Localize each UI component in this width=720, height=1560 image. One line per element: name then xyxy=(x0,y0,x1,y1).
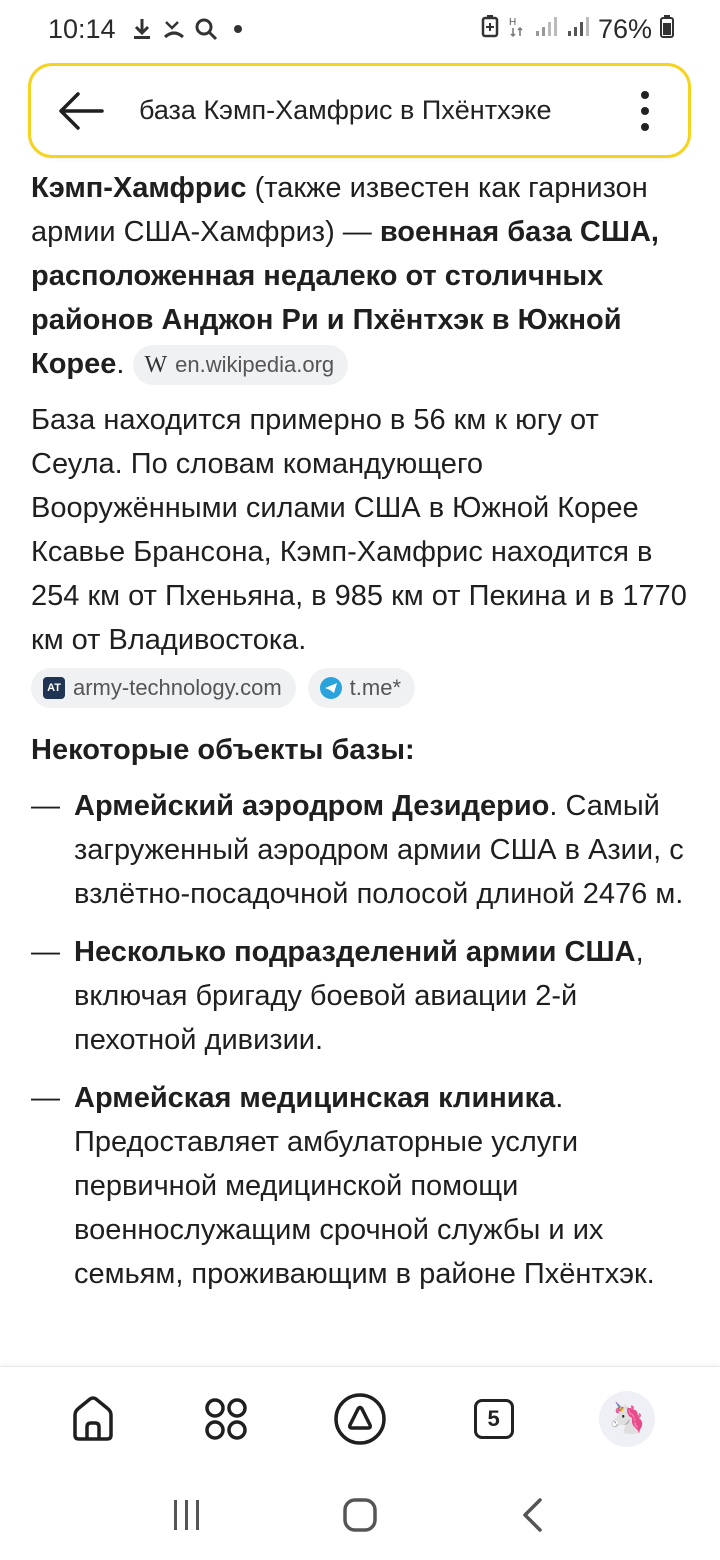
profile-button[interactable] xyxy=(592,1384,662,1454)
svg-text:H: H xyxy=(508,16,517,28)
answer-content xyxy=(31,166,691,1366)
home-button-icon xyxy=(342,1497,378,1533)
list-dash: — xyxy=(31,936,60,968)
list-item xyxy=(31,784,691,916)
battery-percent: 76% xyxy=(597,13,652,44)
data-icon xyxy=(508,14,526,45)
telegram-icon xyxy=(320,677,342,699)
intro-end: . xyxy=(116,348,125,380)
item-description: . Самый загруженный аэродром армии США в Азии, с взлётно-посадочной полосой длиной 2476 м. xyxy=(74,790,684,910)
bottom-navigation xyxy=(0,1366,720,1470)
battery-saver-icon xyxy=(480,14,500,45)
item-title: Армейская медицинская клиника xyxy=(74,1082,556,1114)
list-item-text xyxy=(74,930,691,1062)
signal-icon xyxy=(534,14,558,45)
services-grid-icon xyxy=(203,1396,249,1442)
back-arrow-icon xyxy=(58,91,104,131)
list-dash: — xyxy=(31,1082,60,1114)
item-description: , включая бригаду боевой авиации 2-й пехотной дивизии. xyxy=(74,936,644,1056)
alice-button[interactable] xyxy=(325,1384,395,1454)
paragraph-location xyxy=(31,398,691,662)
services-button[interactable] xyxy=(191,1384,261,1454)
recent-apps-button[interactable] xyxy=(152,1480,222,1550)
recent-apps-icon xyxy=(170,1498,204,1532)
location-text: База находится примерно в 56 км к югу от Сеула. По словам командующего Вооружёнными силами США в Южной Корее Ксавье Брансона, Кэмп-Хамфрис находится в 254 км от Пхеньяна, в 985 км от Пекина и в 1770 км от Владивостока. xyxy=(31,404,687,656)
wikipedia-icon: W xyxy=(144,352,168,379)
source-chip-telegram[interactable] xyxy=(308,668,415,708)
source-label: army-technology.com xyxy=(73,675,282,700)
tabs-icon: 5 xyxy=(474,1399,514,1439)
army-technology-icon: AT xyxy=(43,677,65,699)
alice-assistant-icon xyxy=(332,1391,388,1447)
intro-text: (также известен как гарнизон армии США-Хамфриз) — xyxy=(31,172,648,248)
system-navigation xyxy=(0,1470,720,1560)
signal-icon xyxy=(566,14,590,45)
status-left xyxy=(48,14,242,45)
profile-avatar-icon: 🦄 xyxy=(599,1391,655,1447)
more-menu-button[interactable] xyxy=(602,66,688,155)
paragraph-intro xyxy=(31,166,691,386)
item-title: Армейский аэродром Дезидерио xyxy=(74,790,550,822)
search-bar[interactable] xyxy=(28,63,691,158)
search-query-text[interactable]: база Кэмп-Хамфрис в Пхёнтхэке xyxy=(139,95,552,125)
source-label: en.wikipedia.org xyxy=(175,352,335,378)
tabs-button[interactable] xyxy=(459,1384,529,1454)
search-icon xyxy=(194,17,218,41)
battery-icon xyxy=(660,14,674,45)
status-bar xyxy=(0,0,720,58)
status-time: 10:14 xyxy=(48,13,116,44)
home-icon xyxy=(69,1395,117,1443)
system-back-button[interactable] xyxy=(498,1480,568,1550)
more-vertical-icon xyxy=(641,91,649,131)
system-home-button[interactable] xyxy=(325,1480,395,1550)
bold-term: Кэмп-Хамфрис xyxy=(31,172,247,204)
source-chips xyxy=(31,668,691,708)
list-item-text xyxy=(74,784,691,916)
item-description: . Предоставляет амбулаторные услуги первичной медицинской помощи военнослужащим срочной службы и их семьям, проживающим в районе Пхёнтхэк. xyxy=(74,1082,655,1290)
bold-definition: военная база США, расположенная недалеко от столичных районов Анджон Ри и Пхёнтхэк в Южной Корее xyxy=(31,216,659,380)
back-nav-icon xyxy=(520,1497,546,1533)
list-dash: — xyxy=(31,790,60,822)
source-chip-wikipedia[interactable] xyxy=(133,345,349,385)
notification-dot-icon xyxy=(234,25,242,33)
status-right xyxy=(480,14,674,45)
download-icon xyxy=(130,17,154,41)
back-button[interactable] xyxy=(31,66,131,155)
item-title: Несколько подразделений армии США xyxy=(74,936,636,968)
status-notification-icons xyxy=(130,17,242,41)
home-button[interactable] xyxy=(58,1384,128,1454)
source-label: t.me* xyxy=(349,675,402,700)
section-title: Некоторые объекты базы: xyxy=(31,734,415,766)
list-item xyxy=(31,930,691,1062)
missed-call-icon xyxy=(162,17,186,41)
source-chip-army-technology[interactable] xyxy=(31,668,296,708)
list-item-text xyxy=(74,1076,691,1296)
list-item xyxy=(31,1076,691,1296)
